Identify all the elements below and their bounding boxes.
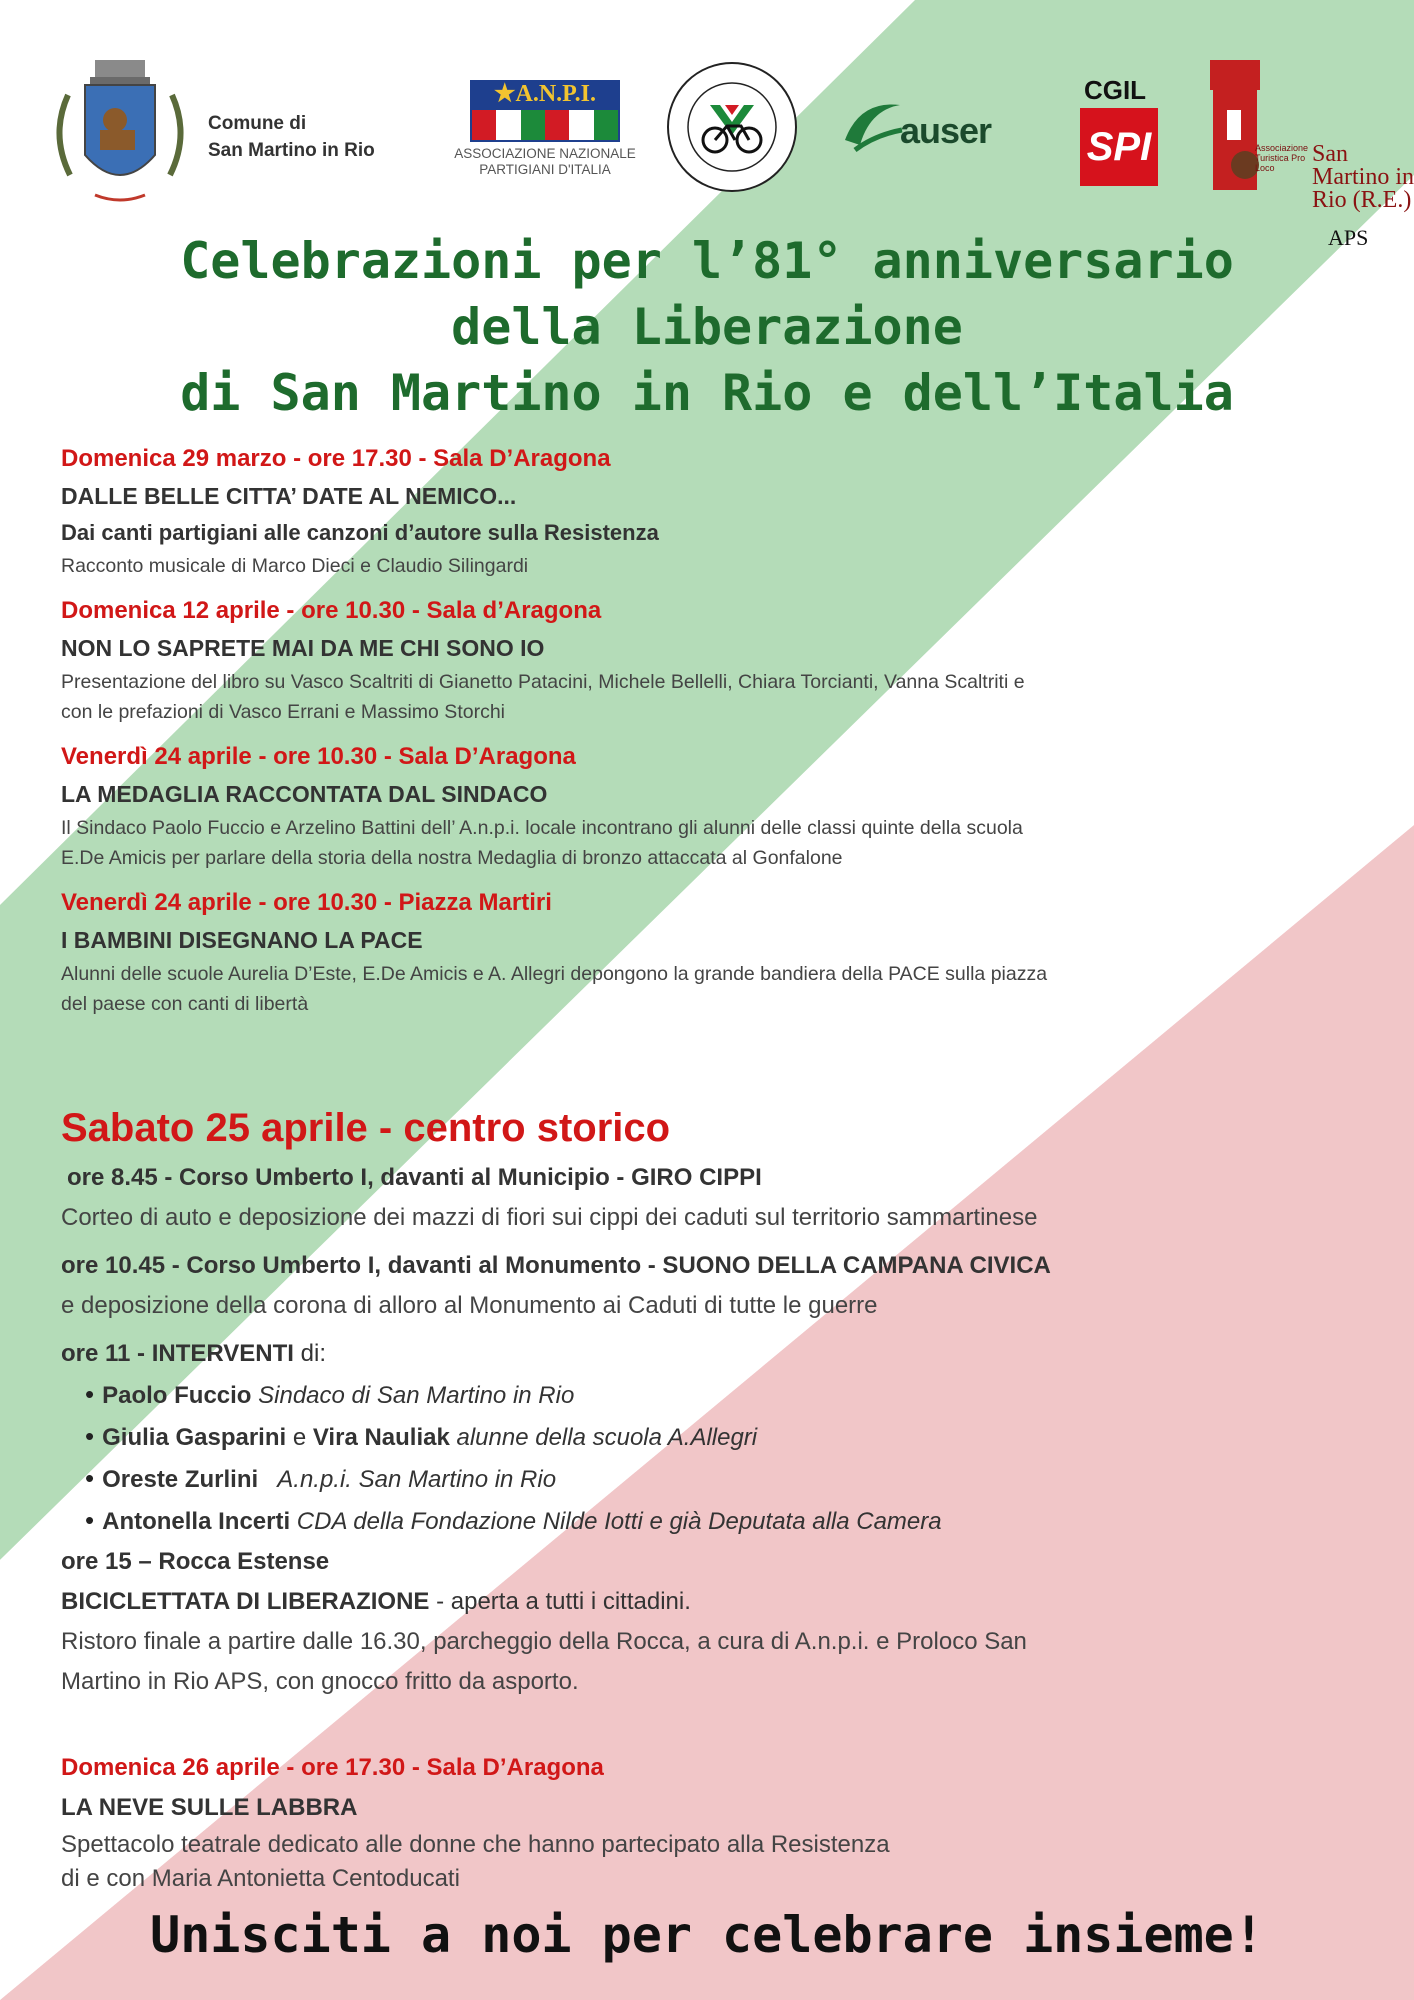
speaker-role: A.n.p.i. San Martino in Rio (258, 1466, 557, 1493)
logo-row (40, 55, 1414, 250)
speaker-item (85, 1374, 1371, 1416)
event-description: Spettacolo teatrale dedicato alle donne che hanno partecipato alla Resistenza (61, 1831, 890, 1858)
event-date: Domenica 29 marzo - ore 17.30 - Sala D’Aragona (61, 445, 611, 472)
spi-logo: SPI (1080, 108, 1158, 186)
slot-time (61, 1334, 1371, 1374)
coat-of-arms-icon (40, 55, 200, 215)
auser-logo-text: auser (900, 110, 992, 151)
comune-label-line1: Comune di (208, 113, 307, 134)
event-description: E.De Amicis per parlare della storia della nostra Medaglia di bronzo attaccata al Gonfalone (61, 847, 843, 869)
proloco-small-text: Associazione Turistica Pro Loco (1255, 143, 1309, 173)
slot-title-suffix: - aperta a tutti i cittadini. (429, 1588, 691, 1615)
page-title (0, 228, 1414, 426)
anpi-sub (440, 146, 650, 178)
speaker-conjunction: e (286, 1424, 313, 1451)
slot-time (61, 1542, 1371, 1582)
slot-title-text: BICICLETTATA DI LIBERAZIONE (61, 1588, 430, 1615)
cgil-logo-text: CGIL (1083, 75, 1147, 105)
slot-time (61, 1246, 1371, 1286)
event-description: Presentazione del libro su Vasco Scaltriti di Gianetto Patacini, Michele Bellelli, Chiara Torcianti, Vanna Scaltriti e (61, 671, 1025, 693)
event-item (61, 441, 1361, 581)
anpi-sub-line1: ASSOCIAZIONE NAZIONALE (454, 146, 636, 161)
event-date: Domenica 26 aprile - ore 17.30 - Sala D’Aragona (61, 1754, 604, 1781)
slot-time-suffix: di: (293, 1340, 326, 1367)
anpi-flag (470, 108, 620, 142)
event-title: LA MEDAGLIA RACCONTATA DAL SINDACO (61, 781, 548, 807)
slot-time-text: ore 11 - INTERVENTI (61, 1340, 294, 1367)
speaker-name: Paolo Fuccio (102, 1382, 252, 1409)
speaker-item (85, 1458, 1371, 1500)
slot-description: Ristoro finale a partire dalle 16.30, parcheggio della Rocca, a cura di A.n.p.i. e Proloco San (61, 1628, 1027, 1655)
event-date: Venerdì 24 aprile - ore 10.30 - Piazza Martiri (61, 889, 552, 916)
saturday-program (61, 1098, 1371, 1702)
event-item (61, 593, 1361, 727)
event-description: del paese con canti di libertà (61, 993, 309, 1015)
title-line-2: della Liberazione (451, 298, 963, 356)
event-description: Il Sindaco Paolo Fuccio e Arzelino Battini dell’ A.n.p.i. locale incontrano gli alunni delle classi quinte della scuola (61, 817, 1023, 839)
event-description: con le prefazioni di Vasco Errani e Massimo Storchi (61, 701, 505, 723)
slot-time-text: ore 8.45 - Corso Umberto I, davanti al Municipio - GIRO CIPPI (67, 1164, 762, 1191)
speaker-name: Antonella Incerti (102, 1508, 291, 1535)
speaker-item (85, 1500, 1371, 1542)
anpi-logo (440, 80, 650, 175)
event-title: DALLE BELLE CITTA’ DATE AL NEMICO... (61, 483, 517, 509)
slot-time-text: ore 15 – Rocca Estense (61, 1548, 330, 1575)
slot-time (61, 1158, 1371, 1198)
speaker-item (85, 1416, 1371, 1458)
title-line-3: di San Martino in Rio e dell’Italia (180, 364, 1234, 422)
event-description: Racconto musicale di Marco Dieci e Claudio Silingardi (61, 555, 529, 577)
slot-time-text: ore 10.45 - Corso Umberto I, davanti al Monumento - SUONO DELLA CAMPANA CIVICA (61, 1252, 1051, 1279)
event-description: Alunni delle scuole Aurelia D’Este, E.De Amicis e A. Allegri depongono la grande bandiera della PACE sulla piazza (61, 963, 1048, 985)
events-list (61, 441, 1361, 1031)
speaker-role: CDA della Fondazione Nilde Iotti e già Deputata alla Camera (290, 1508, 942, 1535)
speaker-role: alunne della scuola A.Allegri (449, 1424, 758, 1451)
event-title: NON LO SAPRETE MAI DA ME CHI SONO IO (61, 635, 545, 661)
title-line-1: Celebrazioni per l’81° anniversario (180, 232, 1234, 290)
bicycle-seal-icon (665, 60, 800, 195)
event-title: I BAMBINI DISEGNANO LA PACE (61, 927, 423, 953)
proloco-aps-text: APS (1328, 225, 1369, 250)
proloco-big-text: San Martino in Rio (R.E.) (1312, 141, 1414, 213)
event-title: LA NEVE SULLE LABBRA (61, 1794, 358, 1821)
event-description: di e con Maria Antonietta Centoducati (61, 1865, 460, 1892)
slot-description: Martino in Rio APS, con gnocco fritto da asporto. (61, 1668, 579, 1695)
anpi-sub-line2: PARTIGIANI D'ITALIA (479, 162, 611, 177)
comune-label-line2: San Martino in Rio (208, 140, 375, 161)
event-date: Venerdì 24 aprile - ore 10.30 - Sala D’Aragona (61, 743, 576, 770)
speaker-role: Sindaco di San Martino in Rio (251, 1382, 575, 1409)
event-subtitle: Dai canti partigiani alle canzoni d’autore sulla Resistenza (61, 520, 659, 545)
speaker-name: Giulia Gasparini (102, 1424, 287, 1451)
comune-label (208, 110, 375, 164)
speakers-list (61, 1374, 1371, 1542)
slot-description: e deposizione della corona di alloro al Monumento ai Caduti di tutte le guerre (61, 1292, 878, 1319)
event-item (61, 739, 1361, 873)
final-event (61, 1748, 1361, 1896)
speaker-name: Vira Nauliak (312, 1424, 450, 1451)
speaker-name: Oreste Zurlini (102, 1466, 259, 1493)
footer-call-to-action: Unisciti a noi per celebrare insieme! (150, 1906, 1264, 1964)
slot-description: Corteo di auto e deposizione dei mazzi di fiori sui cippi dei caduti sul territorio sammartinese (61, 1204, 1038, 1231)
slot-title (61, 1582, 1371, 1622)
saturday-heading: Sabato 25 aprile - centro storico (61, 1106, 671, 1150)
event-date: Domenica 12 aprile - ore 10.30 - Sala d’Aragona (61, 597, 602, 624)
anpi-head: ★A.N.P.I. (470, 80, 620, 108)
event-item (61, 885, 1361, 1019)
